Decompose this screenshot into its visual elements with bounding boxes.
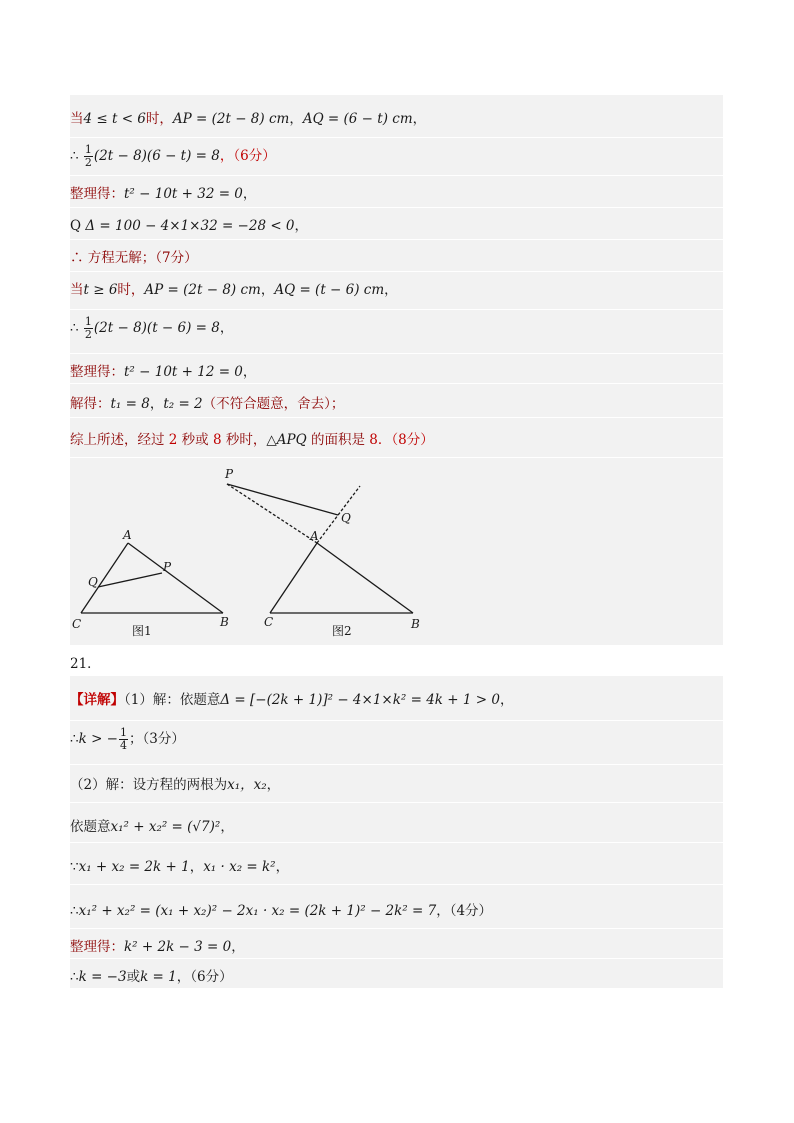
fig2-label-A: A [310, 529, 319, 543]
fig1-label-P: P [163, 560, 172, 574]
fraction-half-2: $\frac{1}{2}$ [84, 315, 92, 341]
fig2-dashed-extension [317, 486, 360, 543]
fig1-label-B: B [220, 615, 229, 629]
fig1-caption: 图1 [132, 624, 152, 638]
fig2-label-B: B [411, 617, 420, 631]
fig1-label-C: C [72, 617, 82, 631]
line-detail-discriminant: 【详解】（1）解：依题意Δ = [−(2k + 1)]² − 4×1×k² = 4k + 1 > 0， [70, 692, 514, 708]
fig1-label-Q: Q [88, 575, 98, 589]
fig1-segment-QP [98, 573, 162, 587]
line-sum-of-squares: 依题意x₁² + x₂² = (√7)²， [70, 802, 723, 842]
question-number: 21． [70, 656, 101, 672]
solution-block-2 [70, 676, 723, 988]
fig2-label-P: P [225, 467, 234, 481]
line-simplify-1: 整理得：t² − 10t + 32 = 0， [70, 175, 723, 207]
fig2-label-Q: Q [341, 511, 351, 525]
line-simplify-2: 整理得：t² − 10t + 12 = 0， [70, 353, 723, 383]
fraction-half: $\frac{1}{2}$ [84, 143, 92, 169]
line-roots: 解得：t₁ = 8，t₂ = 2（不符合题意，舍去）； [70, 383, 723, 417]
geometry-figures [70, 457, 723, 646]
line-conclusion: 综上所述，经过 2 秒或 8 秒时，△APQ 的面积是 8．（8分） [70, 417, 723, 457]
line-area-eq-1: ∴ $\frac{1}{2}$ (2t − 8)(6 − t) = 8，（6分） [70, 137, 723, 175]
fig2-label-C: C [264, 615, 274, 629]
figure-2 [227, 484, 413, 613]
line-case-1: 当4 ≤ t < 6时，AP = (2t − 8) cm，AQ = (6 − t) cm， [70, 111, 427, 127]
line-k-range: ∴k > − $\frac{1}{4}$ ；（3分） [70, 720, 723, 764]
line-discriminant-1: Q Δ = 100 − 4×1×32 = −28 < 0， [70, 207, 723, 239]
fig1-label-A: A [123, 528, 132, 542]
fig2-side-AB [317, 543, 413, 613]
solution-block-1 [70, 95, 723, 645]
fig1-side-AB [128, 543, 223, 613]
fig2-segment-PQ [227, 484, 338, 515]
fraction-quarter: $\frac{1}{4}$ [119, 726, 127, 752]
line-vieta: ∵x₁ + x₂ = 2k + 1，x₁ · x₂ = k²， [70, 842, 723, 884]
fig2-side-CA [270, 543, 317, 613]
line-no-solution: ∴ 方程无解；（7分） [70, 239, 723, 271]
line-area-eq-2: ∴ $\frac{1}{2}$ (2t − 8)(t − 6) = 8， [70, 309, 723, 353]
figure-1 [81, 543, 223, 613]
line-roots-setup: （2）解：设方程的两根为x₁，x₂， [70, 764, 723, 802]
line-simplify-k: 整理得：k² + 2k − 3 = 0， [70, 928, 723, 958]
line-expand: ∴x₁² + x₂² = (x₁ + x₂)² − 2x₁ · x₂ = (2k + 1)² − 2k² = 7，（4分） [70, 884, 723, 928]
line-case-2: 当t ≥ 6时，AP = (2t − 8) cm，AQ = (t − 6) cm， [70, 271, 723, 309]
line-k-solutions: ∴k = −3或k = 1，（6分） [70, 958, 723, 988]
fig2-dashed-PA [227, 484, 317, 543]
fig2-caption: 图2 [332, 624, 352, 638]
